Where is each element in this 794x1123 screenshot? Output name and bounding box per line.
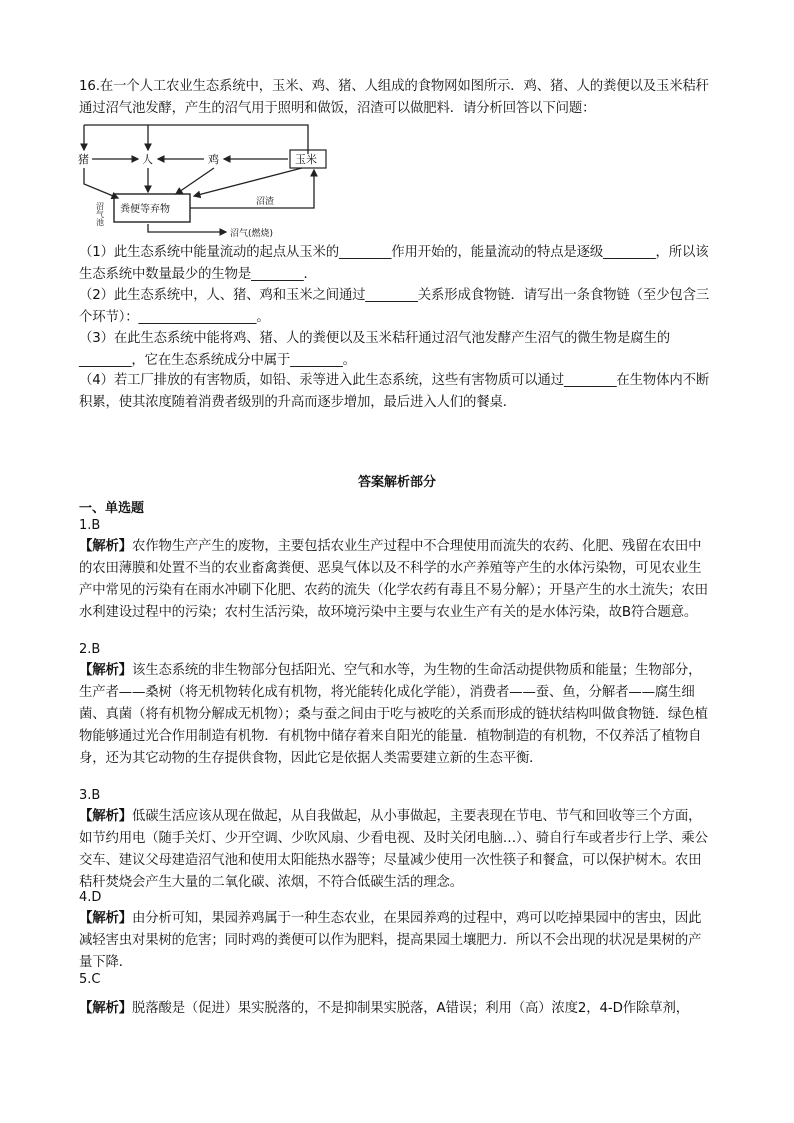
analysis-text: 由分析可知，果园养鸡属于一种生态农业，在果园养鸡的过程中，鸡可以吃掉果园中的害虫，因此减轻害虫对果树的危害；同时鸡的粪便可以作为肥料，提高果园土壤肥力．所以不会出现的状况是果树的产量下降． <box>79 911 702 970</box>
answer-number-4: 4.D <box>79 890 102 905</box>
question-stem: 16.在一个人工农业生态系统中，玉米、鸡、猪、人组成的食物网如图所示．鸡、猪、人的粪便以及玉米秸秆通过沼气池发酵，产生的沼气用于照明和做饭，沼渣可以做肥料．请分析回答以下问题： <box>79 79 709 116</box>
analysis-tag: 【解析】 <box>79 911 132 926</box>
question-part-2: （2）此生态系统中，人、猪、鸡和玉米之间通过________关系形成食物链．请写出一条食物链（至少包含三个环节）：__________________。 <box>79 288 710 325</box>
analysis-tag: 【解析】 <box>79 1001 132 1016</box>
diagram-pig-label: 猪 <box>78 153 89 166</box>
diagram-chicken-label: 鸡 <box>208 153 219 166</box>
analysis-text: 农作物生产产生的废物，主要包括农业生产过程中不合理使用而流失的农药、化肥、残留在农田中的农田薄膜和处置不当的农业畜禽粪便、恶臭气体以及不科学的水产养殖等产生的水体污染物，可见农业生产中常见的污染有在雨水冲刷下化肥、农药的流失（化学农药有毒且不易分解）；开垦产生的水土流失；农田水利建设过程中的污染；农村生活污染，故环境污染中主要与农业生产有关的是水体污染，故B符合题意。 <box>79 539 708 620</box>
answer-number-2: 2.B <box>79 642 101 657</box>
question-part-3: （3）在此生态系统中能将鸡、猪、人的粪便以及玉米秸秆通过沼气池发酵产生沼气的微生物是腐生的________，它在生态系统成分中属于________。 <box>79 331 670 368</box>
answer-explanation-3 <box>79 806 711 894</box>
analysis-tag: 【解析】 <box>79 539 132 554</box>
question-part-1: （1）此生态系统中能量流动的起点从玉米的________作用开始的，能量流动的特点是逐级________，所以该生态系统中数量最少的生物是________． <box>79 245 709 282</box>
answer-explanation-5 <box>79 998 711 1020</box>
answer-explanation-1 <box>79 536 711 624</box>
analysis-text: 该生态系统的非生物部分包括阳光、空气和水等，为生物的生命活动提供物质和能量；生物部分，生产者——桑树（将无机物转化成有机物，将光能转化成化学能），消费者——蚕、鱼，分解者——腐生细菌、真菌（将有机物分解成无机物）；桑与蚕之间由于吃与被吃的关系而形成的链状结构叫做食物链．绿色植物能够通过光合作用制造有机物．有机物中储存着来自阳光的能量．植物制造的有机物，不仅养活了植物自身，还为其它动物的生存提供食物，因此它是依据人类需要建立新的生态平衡． <box>79 663 708 766</box>
answer-number-3: 3.B <box>79 788 101 803</box>
diagram-waste-label: 粪便等弃物 <box>120 204 170 215</box>
answer-number-5: 5.C <box>79 972 101 987</box>
analysis-text: 脱落酸是（促进）果实脱落的，不是抑制果实脱落，A错误；利用（高）浓度2，4-D作除草剂， <box>131 1001 689 1016</box>
answer-explanation-4 <box>79 908 711 974</box>
diagram-pool-label: 沼气池 <box>95 202 105 226</box>
answer-section-title: 答案解析部分 <box>357 475 436 490</box>
diagram-gas-label: 沼气(燃烧) <box>230 229 274 239</box>
answer-number-1: 1.B <box>79 518 101 533</box>
food-web-diagram <box>76 122 336 240</box>
question-part-4: （4）若工厂排放的有害物质，如铅、汞等进入此生态系统，这些有害物质可以通过________在生物体内不断积累，使其浓度随着消费者级别的升高而逐步增加，最后进入人们的餐桌． <box>79 373 710 410</box>
analysis-tag: 【解析】 <box>79 809 132 824</box>
diagram-corn-label: 玉米 <box>295 153 317 166</box>
analysis-text: 低碳生活应该从现在做起，从自我做起，从小事做起，主要表现在节电、节气和回收等三个方面，如节约用电（随手关灯、少开空调、少吹风扇、少看电视、及时关闭电脑…）、骑自行车或者步行上学、乘公交车、建议父母建造沼气池和使用太阳能热水器等；尽量减少使用一次性筷子和餐盒，可以保护树木。农田秸秆焚烧会产生大量的二氧化碳、浓烟，不符合低碳生活的理念。 <box>79 809 708 890</box>
answer-explanation-2 <box>79 660 711 770</box>
diagram-human-label: 人 <box>142 153 153 166</box>
diagram-residue-label: 沼渣 <box>256 197 275 207</box>
analysis-tag: 【解析】 <box>79 663 132 678</box>
section-heading: 一、单选题 <box>79 501 145 516</box>
